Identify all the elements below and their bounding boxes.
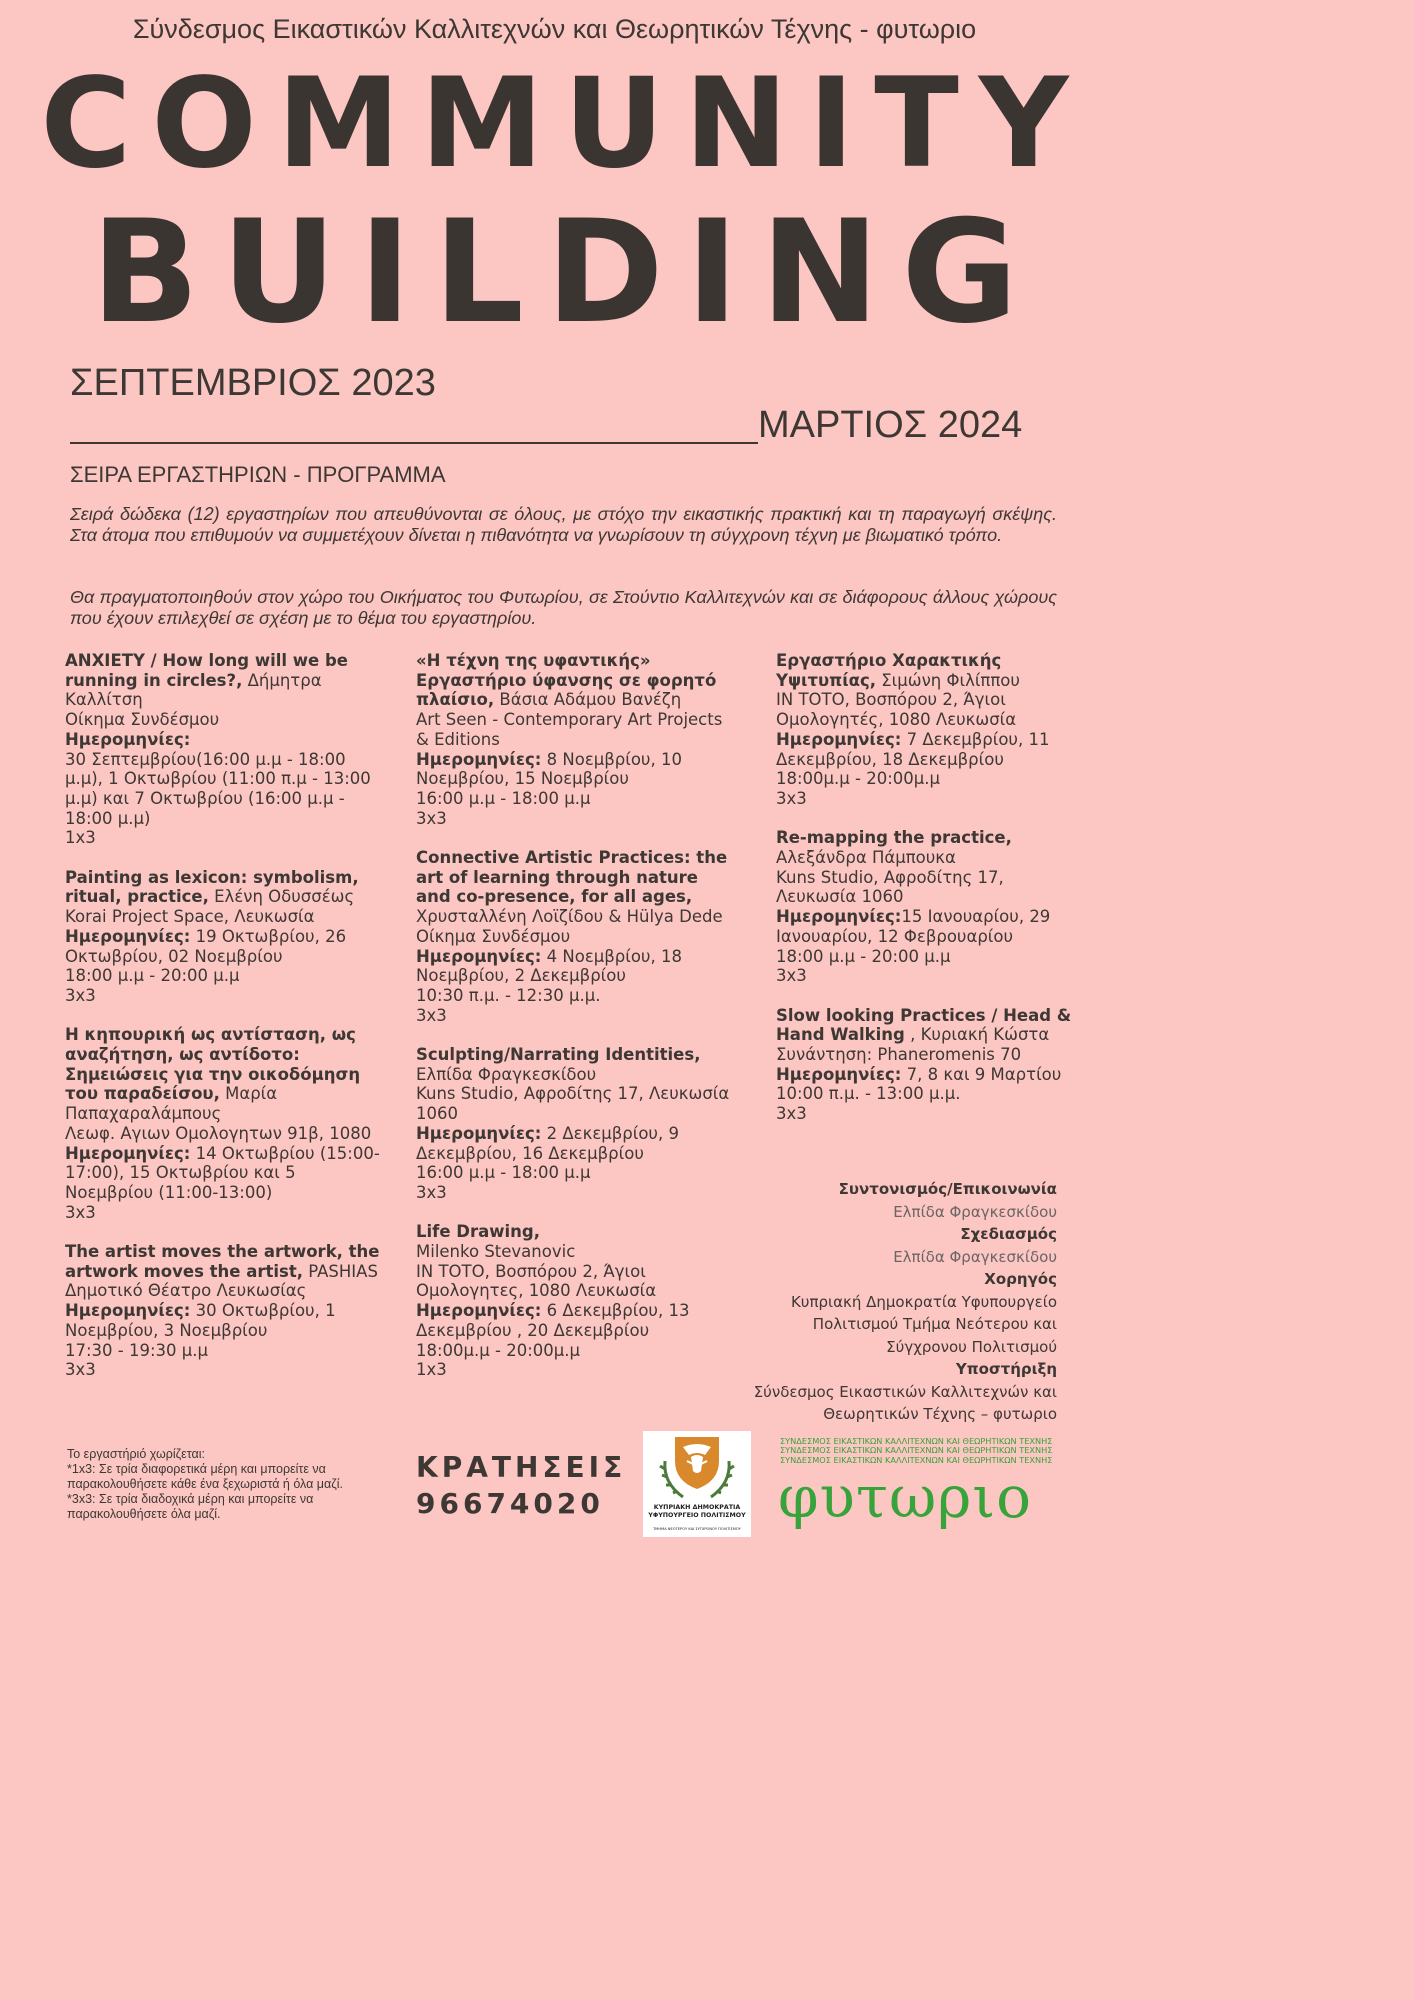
workshop-person: Ελπίδα Φραγκεσκίδου (416, 1064, 597, 1084)
workshop-venue: Δημοτικό Θέατρο Λευκωσίας (65, 1281, 307, 1301)
workshop-format: 3x3 (776, 1104, 807, 1124)
logo-repeat-line: ΣΥΝΔΕΣΜΟΣ ΕΙΚΑΣΤΙΚΩΝ ΚΑΛΛΙΤΕΧΝΩΝ ΚΑΙ ΘΕΩΡΗΤΙΚΩΝ ΤΕΧΝΗΣ (780, 1454, 1053, 1465)
workshop-person: PASHIAS (303, 1261, 378, 1281)
support-label: Υποστήριξη (955, 1360, 1057, 1378)
workshop-entry (65, 1025, 385, 1222)
workshop-dates: 8 Νοεμβρίου, 10 Νοεμβρίου, 15 Νοεμβρίου (416, 749, 682, 789)
date-end: ΜΑΡΤΙΟΣ 2024 (758, 404, 1023, 446)
workshop-entry (416, 848, 736, 1025)
workshop-venue: Korai Project Space, Λευκωσία (65, 907, 315, 927)
coordination-label: Συντονισμός/Επικοινωνία (838, 1180, 1057, 1198)
workshop-time: 18:00 μ.μ - 20:00 μ.μ (65, 966, 240, 986)
logo-repeat-line: ΣΥΝΔΕΣΜΟΣ ΕΙΚΑΣΤΙΚΩΝ ΚΑΛΛΙΤΕΧΝΩΝ ΚΑΙ ΘΕΩΡΗΤΙΚΩΝ ΤΕΧΝΗΣ (780, 1437, 1053, 1446)
workshop-title: ANXIETY / How long will we be running in circles?, (65, 651, 348, 690)
workshop-dates: 6 Δεκεμβρίου, 13 Δεκεμβρίου , 20 Δεκεμβρίου (416, 1301, 690, 1340)
workshop-title: The artist moves the artwork, the artwork moves the artist, (65, 1242, 380, 1281)
workshop-format: 3x3 (65, 985, 96, 1005)
note-line: *3x3: Σε τρία διαδοχικά μέρη και μπορείτε να παρακολουθήσετε όλα μαζί. (67, 1492, 314, 1521)
credits-block (737, 1178, 1057, 1426)
workshop-title: Painting as lexicon: symbolism, ritual, practice, (65, 867, 359, 907)
design-label: Σχεδιασμός (960, 1225, 1057, 1243)
workshop-format: 3x3 (776, 966, 807, 986)
note-line: Το εργαστήριό χωρίζεται: (67, 1447, 205, 1461)
workshop-entry (776, 651, 1076, 809)
workshop-venue: IN TOTO, Βοσπόρου 2, Άγιοι Ομολογητές, 1080 Λευκωσία (776, 690, 1017, 730)
workshop-person: Μαρία Παπαχαραλάμπους (65, 1084, 278, 1124)
workshop-dates: 7, 8 και 9 Μαρτίου (901, 1064, 1062, 1084)
workshop-dates-label: Ημερομηνίες: (65, 1301, 191, 1321)
workshop-entry (416, 1045, 736, 1203)
workshop-dates-label: Ημερομηνίες: (65, 926, 191, 946)
coordination-name: Ελπίδα Φραγκεσκίδου (893, 1202, 1057, 1221)
workshop-title: Re-mapping the practice, (776, 828, 1012, 848)
workshop-person: , Κυριακή Κώστα (904, 1025, 1050, 1045)
workshop-person: Βάσια Αδάμου Βανέζη (494, 690, 682, 710)
workshop-dates-label: Ημερομηνίες: (416, 749, 542, 769)
workshop-format: 3x3 (65, 1202, 96, 1222)
note-line: *1x3: Σε τρία διαφορετικά μέρη και μπορείτε να παρακολουθήσετε κάθε ένα ξεχωριστά ή όλα μαζί. (67, 1462, 343, 1491)
sponsor-name: Κυπριακή Δημοκρατία Υφυπουργείο Πολιτισμού Τμήμα Νεότερου και Σύγχρονου Πολιτισμού (790, 1292, 1057, 1356)
workshop-format: 3x3 (416, 808, 447, 828)
workshop-person: Σιμώνη Φιλίππου (876, 670, 1020, 690)
workshop-dates-label: Ημερομηνίες: (776, 729, 902, 749)
workshop-dates-label: Ημερομηνίες: (416, 946, 542, 966)
workshop-title: Connective Artistic Practices: the art of learning through nature and co-presence, for all ages, (416, 848, 728, 907)
workshop-title: Life Drawing, (416, 1222, 540, 1242)
workshops-column-2 (416, 651, 736, 1400)
workshop-title: Η κηπουρική ως αντίσταση, ως αναζήτηση, ως αντίδοτο: Σημειώσεις για την οικοδόμηση του παραδείσου, (65, 1025, 361, 1104)
workshop-format: 3x3 (416, 1005, 447, 1025)
date-start: ΣΕΠΤΕΜΒΡΙΟΣ 2023 (70, 362, 436, 404)
workshop-dates: 30 Οκτωβρίου, 1 Νοεμβρίου, 3 Νοεμβρίου (65, 1301, 336, 1340)
workshop-dates-label: Ημερομηνίες: (416, 1301, 542, 1321)
workshop-title: Sculpting/Narrating Identities, (416, 1045, 701, 1065)
workshop-venue: Kuns Studio, Αφροδίτης 17, Λευκωσία 1060 (416, 1084, 730, 1124)
workshop-dates-label: Ημερομηνίες: (416, 1123, 542, 1143)
workshops-column-1 (65, 651, 385, 1400)
format-notes (67, 1447, 367, 1522)
workshop-time: 16:00 μ.μ - 18:00 μ.μ (416, 788, 591, 808)
booking-block (416, 1450, 626, 1522)
cyprus-coat-of-arms-icon (643, 1431, 751, 1503)
workshop-time: 16:00 μ.μ - 18:00 μ.μ (416, 1163, 591, 1183)
series-heading: ΣΕΙΡΑ ΕΡΓΑΣΤΗΡΙΩΝ - ΠΡΟΓΡΑΜΜΑ (70, 462, 446, 487)
workshop-venue: Συνάντηση: Phaneromenis 70 (776, 1045, 1022, 1065)
booking-phone[interactable]: 96674020 (416, 1487, 604, 1520)
workshop-dates: 15 Ιανουαρίου, 29 Ιανουαρίου, 12 Φεβρουαρίου (776, 907, 1051, 946)
workshop-person: Milenko Stevanovic (416, 1242, 576, 1262)
workshop-format: 3x3 (65, 1360, 96, 1380)
workshop-dates: 2 Δεκεμβρίου, 9 Δεκεμβρίου, 16 Δεκεμβρίου (416, 1123, 679, 1163)
intro-paragraph-2: Θα πραγματοποιηθούν στον χώρο του Οικήματος του Φυτωρίου, σε Στούντιο Καλλιτεχνών και σε διάφορους άλλους χώρους που έχουν επιλεχθεί σε σχέση με το θέμα του εργαστηρίου. (70, 587, 1057, 628)
sponsor-label: Χορηγός (984, 1270, 1057, 1288)
workshop-time: 18:00μ.μ - 20:00μ.μ (776, 769, 941, 789)
workshop-dates: 4 Νοεμβρίου, 18 Νοεμβρίου, 2 Δεκεμβρίου (416, 946, 682, 986)
workshop-dates-label: Ημερομηνίες: (776, 1064, 902, 1084)
workshop-venue: Kuns Studio, Αφροδίτης 17, Λευκωσία 1060 (776, 867, 1004, 907)
workshop-venue: Art Seen - Contemporary Art Projects & Editions (416, 710, 723, 749)
workshop-time: 18:00 μ.μ - 20:00 μ.μ (776, 946, 951, 966)
workshop-venue: IN TOTO, Βοσπόρου 2, Άγιοι Ομολογητες, 1080 Λευκωσία (416, 1261, 657, 1301)
title-line-2: BUILDING (91, 190, 1040, 355)
workshop-time: 18:00μ.μ - 20:00μ.μ (416, 1340, 581, 1360)
ministry-emblem (643, 1431, 751, 1537)
timeline-rule (70, 442, 758, 444)
workshop-dates: 30 Σεπτεμβρίου(16:00 μ.μ - 18:00 μ.μ), 1 Οκτωβρίου (11:00 π.μ - 13:00 μ.μ) και 7 Οκτωβρίου (16:00 μ.μ - 18:00 μ.μ) (65, 749, 371, 828)
title-line-1: COMMUNITY (40, 52, 1089, 196)
logo-repeat-line: ΣΥΝΔΕΣΜΟΣ ΕΙΚΑΣΤΙΚΩΝ ΚΑΛΛΙΤΕΧΝΩΝ ΚΑΙ ΘΕΩΡΗΤΙΚΩΝ ΤΕΧΝΗΣ (780, 1445, 1053, 1456)
workshop-time: 10:30 π.μ. - 12:30 μ.μ. (416, 985, 601, 1005)
workshop-entry (776, 1006, 1076, 1124)
design-name: Ελπίδα Φραγκεσκίδου (893, 1247, 1057, 1266)
workshop-dates: 7 Δεκεμβρίου, 11 Δεκεμβρίου, 18 Δεκεμβρίου (776, 729, 1050, 769)
workshop-dates: 14 Οκτωβρίου (15:00-17:00), 15 Οκτωβρίου και 5 Νοεμβρίου (11:00-13:00) (65, 1143, 380, 1202)
intro-paragraph-1: Σειρά δώδεκα (12) εργαστηρίων που απευθύνονται σε όλους, με στόχο την εικαστικής πρακτική και τη παραγωγή σκέψης. Στα άτομα που επιθυμούν να συμμετέχουν δίνεται η πιθανότητα να γνωρίσουν τη σύγχρονη τέχνη με βιωματικό τρόπο. (70, 504, 1057, 545)
workshop-entry (65, 651, 385, 848)
workshop-time: 10:00 π.μ. - 13:00 μ.μ. (776, 1084, 961, 1104)
emblem-text (643, 1504, 751, 1520)
logo-repeat-text (780, 1437, 1070, 1465)
workshop-dates-label: Ημερομηνίες: (65, 1143, 191, 1163)
workshop-venue: Οίκημα Συνδέσμου (416, 926, 571, 946)
emblem-line-1: ΚΥΠΡΙΑΚΗ ΔΗΜΟΚΡΑΤΙΑ (653, 1504, 741, 1511)
workshop-title: «Η τέχνη της υφαντικής» Εργαστήριο ύφανσης σε φορητό πλαίσιο, (416, 651, 717, 710)
workshop-dates-label: Ημερομηνίες: (65, 729, 191, 749)
workshop-entry (416, 651, 736, 828)
emblem-line-2: ΥΦΥΠΟΥΡΓΕΙΟ ΠΟΛΙΤΙΣΜΟΥ (648, 1512, 746, 1519)
workshop-time: 17:30 - 19:30 μ.μ (65, 1340, 209, 1360)
workshop-entry (416, 1222, 736, 1380)
workshop-format: 3x3 (416, 1182, 447, 1202)
workshop-venue: Οίκημα Συνδέσμου (65, 710, 220, 730)
emblem-line-3: ΤΜΗΜΑ ΝΕΟΤΕΡΟΥ ΚΑΙ ΣΥΓΧΡΟΝΟΥ ΠΟΛΙΤΙΣΜΟΥ (653, 1527, 741, 1531)
workshop-format: 1x3 (416, 1360, 447, 1380)
workshop-venue: Λεωφ. Αγιων Ομολογητων 91β, 1080 (65, 1123, 372, 1143)
fytorio-logo: φυτωριο (778, 1463, 1033, 1531)
workshop-format: 3x3 (776, 788, 807, 808)
workshop-dates-label: Ημερομηνίες: (776, 907, 902, 927)
support-name: Σύνδεσμος Εικαστικών Καλλιτεχνών και Θεωρητικών Τέχνης – φυτωριο (753, 1382, 1057, 1423)
workshop-person: Δήμητρα Καλλίτση (65, 670, 322, 710)
workshop-format: 1x3 (65, 828, 96, 848)
workshops-column-3 (776, 651, 1076, 1144)
booking-label: ΚΡΑΤΗΣΕΙΣ (416, 1451, 627, 1484)
workshop-person: Χρυσταλλένη Λοϊζίδου & Hülya Dede (416, 907, 723, 927)
organization-name: Σύνδεσμος Εικαστικών Καλλιτεχνών και Θεωρητικών Τέχνης - φυτωριο (132, 14, 977, 44)
workshop-person: Ελένη Οδυσσέως (208, 887, 355, 907)
workshop-entry (65, 868, 385, 1006)
workshop-person: Αλεξάνδρα Πάμπουκα (776, 848, 956, 868)
workshop-dates: 19 Οκτωβρίου, 26 Οκτωβρίου, 02 Νοεμβρίου (65, 926, 347, 966)
workshop-entry (776, 828, 1076, 986)
workshop-title: Slow looking Practices / Head & Hand Walking (776, 1005, 1072, 1045)
workshop-title: Εργαστήριο Χαρακτικής Υψιτυπίας, (776, 651, 1002, 690)
workshop-entry (65, 1242, 385, 1380)
